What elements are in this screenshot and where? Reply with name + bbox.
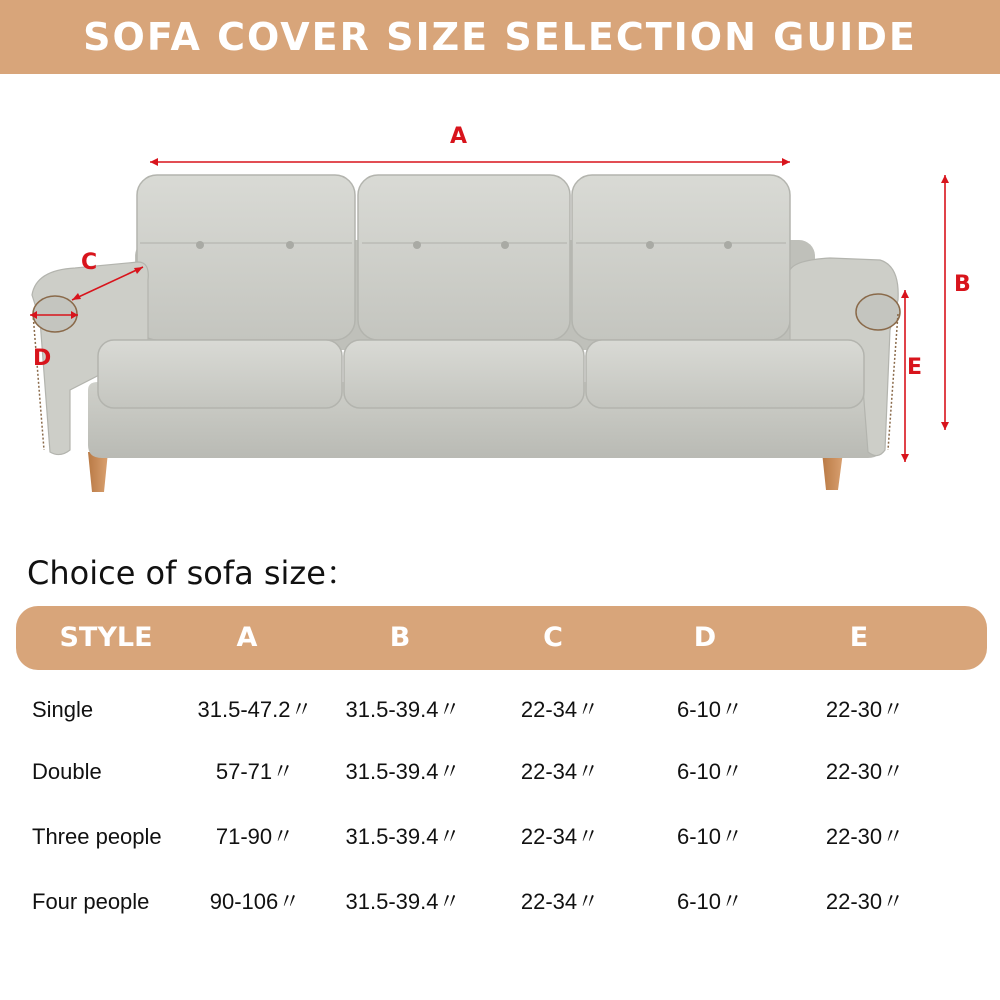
- sofa-diagram: [0, 90, 1000, 510]
- row-value-a: 90-106〃: [209, 889, 301, 914]
- back-cushion-left: [137, 175, 355, 340]
- row-value-e: 22-30〃: [825, 824, 905, 849]
- row-style: Double: [32, 759, 102, 784]
- row-value-c: 22-34〃: [520, 759, 600, 784]
- header-b: B: [389, 622, 411, 653]
- header-c: C: [543, 622, 563, 653]
- table-row: [0, 882, 1000, 922]
- header-a: A: [236, 622, 258, 653]
- row-value-b: 31.5-39.4〃: [345, 889, 461, 914]
- table-row: [0, 752, 1000, 792]
- section-heading: Choice of sofa size：: [27, 554, 358, 592]
- back-cushion-middle: [358, 175, 570, 340]
- row-value-c: 22-34〃: [520, 697, 600, 722]
- row-value-d: 6-10〃: [676, 889, 744, 914]
- row-value-a: 57-71〃: [215, 759, 295, 784]
- row-style: Single: [32, 697, 94, 722]
- dimension-label-c: C: [81, 250, 98, 275]
- row-value-e: 22-30〃: [825, 759, 905, 784]
- row-value-d: 6-10〃: [676, 824, 744, 849]
- seat-cushion-left: [98, 340, 342, 408]
- table-row: [0, 817, 1000, 857]
- row-value-c: 22-34〃: [520, 824, 600, 849]
- row-value-b: 31.5-39.4〃: [345, 697, 461, 722]
- title-banner: [0, 0, 1000, 74]
- row-value-a: 71-90〃: [215, 824, 295, 849]
- seat-cushion-right: [586, 340, 864, 408]
- header-e: E: [849, 622, 869, 653]
- dimension-label-e: E: [907, 355, 923, 380]
- row-value-e: 22-30〃: [825, 889, 905, 914]
- row-value-d: 6-10〃: [676, 697, 744, 722]
- row-value-d: 6-10〃: [676, 759, 744, 784]
- row-style: Four people: [32, 889, 150, 914]
- table-header: [16, 606, 987, 670]
- row-value-c: 22-34〃: [520, 889, 600, 914]
- table-row: [0, 690, 1000, 730]
- row-value-a: 31.5-47.2〃: [197, 697, 313, 722]
- header-d: D: [693, 622, 717, 653]
- row-style: Three people: [32, 824, 162, 849]
- seat-cushion-middle: [344, 340, 584, 408]
- banner-title: SOFA COVER SIZE SELECTION GUIDE: [83, 15, 917, 59]
- row-value-b: 31.5-39.4〃: [345, 759, 461, 784]
- back-cushion-right: [572, 175, 790, 340]
- row-value-e: 22-30〃: [825, 697, 905, 722]
- dimension-label-d: D: [33, 346, 52, 371]
- sofa-illustration: [0, 90, 1000, 510]
- row-value-b: 31.5-39.4〃: [345, 824, 461, 849]
- dimension-label-a: A: [450, 124, 468, 149]
- dimension-label-b: B: [954, 272, 971, 297]
- header-style: STYLE: [59, 622, 153, 653]
